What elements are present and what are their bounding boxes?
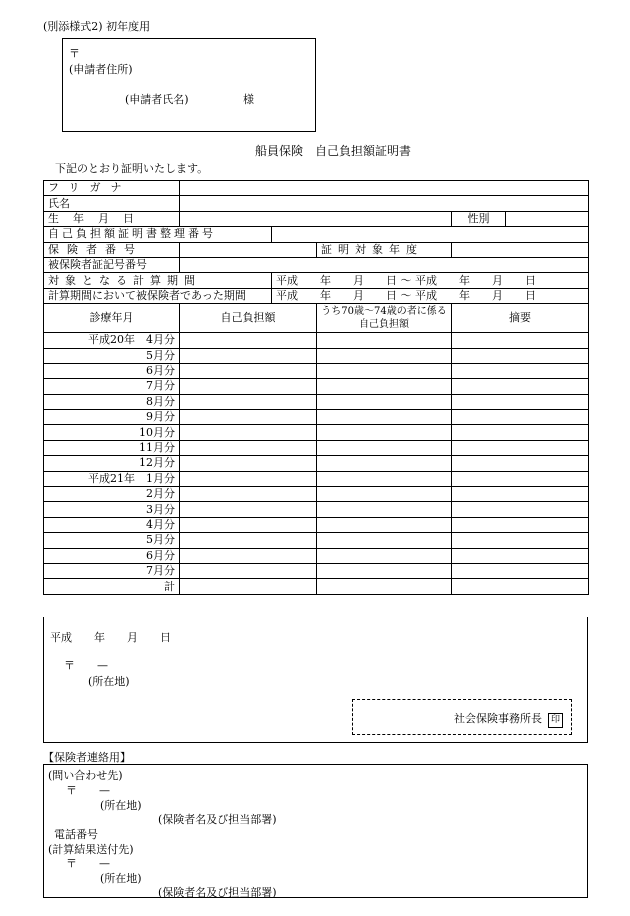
applicant-address-label: (申請者住所) <box>69 63 133 76</box>
month-label: 8月分 <box>44 394 180 409</box>
elderly-amount-field[interactable] <box>317 563 452 578</box>
elderly-amount-field[interactable] <box>317 379 452 394</box>
seal-icon: 印 <box>548 713 563 728</box>
amount-field[interactable] <box>180 533 317 548</box>
amount-field[interactable] <box>180 363 317 378</box>
month-label: 平成20年 4月分 <box>44 333 180 348</box>
remarks-field[interactable] <box>452 379 589 394</box>
issue-date: 平成 年 月 日 <box>50 631 171 644</box>
table-row <box>44 502 589 517</box>
month-label: 12月分 <box>44 456 180 471</box>
table-row <box>44 487 589 502</box>
gender-field[interactable] <box>506 211 589 226</box>
remarks-field[interactable] <box>452 471 589 486</box>
amount-field[interactable] <box>180 487 317 502</box>
amount-field[interactable] <box>180 502 317 517</box>
total-amount-field[interactable] <box>180 579 317 594</box>
elderly-amount-field[interactable] <box>317 440 452 455</box>
month-label: 5月分 <box>44 348 180 363</box>
remarks-field[interactable] <box>452 394 589 409</box>
insured-period-label: 計算期間において被保険者であった期間 <box>44 288 272 303</box>
intro-text: 下記のとおり証明いたします。 <box>55 162 209 175</box>
table-row <box>44 348 589 363</box>
month-label: 6月分 <box>44 363 180 378</box>
amount-field[interactable] <box>180 425 317 440</box>
month-label: 7月分 <box>44 563 180 578</box>
month-label: 2月分 <box>44 487 180 502</box>
remarks-field[interactable] <box>452 410 589 425</box>
table-row <box>44 363 589 378</box>
elderly-amount-field[interactable] <box>317 394 452 409</box>
month-label: 9月分 <box>44 410 180 425</box>
office-title: 社会保険事務所長 <box>454 712 542 725</box>
elderly-amount-field[interactable] <box>317 333 452 348</box>
remarks-field[interactable] <box>452 533 589 548</box>
issuer-section <box>43 617 588 743</box>
amount-field[interactable] <box>180 410 317 425</box>
month-label: 5月分 <box>44 533 180 548</box>
cert-number-label: 自己負担額証明書整理番号 <box>44 227 272 242</box>
table-row <box>44 410 589 425</box>
month-label: 4月分 <box>44 517 180 532</box>
elderly-amount-field[interactable] <box>317 487 452 502</box>
remarks-field[interactable] <box>452 456 589 471</box>
amount-header: 自己負担額 <box>180 304 317 333</box>
amount-field[interactable] <box>180 456 317 471</box>
remarks-field[interactable] <box>452 363 589 378</box>
elderly-amount-field[interactable] <box>317 348 452 363</box>
insured-period-field[interactable]: 平成 年 月 日 〜 平成 年 月 日 <box>272 288 589 303</box>
table-row <box>44 456 589 471</box>
contact-postal-1: 〒 — <box>66 784 110 797</box>
honorific: 様 <box>243 93 254 106</box>
remarks-field[interactable] <box>452 440 589 455</box>
furigana-label: フリガナ <box>44 181 180 196</box>
birthdate-label: 生年月日 <box>44 211 180 226</box>
amount-field[interactable] <box>180 333 317 348</box>
amount-field[interactable] <box>180 563 317 578</box>
issuer-stamp-box <box>352 699 572 735</box>
table-row <box>44 425 589 440</box>
applicant-name-label: (申請者氏名) <box>125 93 189 106</box>
elderly-amount-field[interactable] <box>317 502 452 517</box>
table-row <box>44 548 589 563</box>
insurer-number-label: 保険者番号 <box>44 242 180 257</box>
table-row <box>44 471 589 486</box>
form-label: (別添様式2) 初年度用 <box>43 20 151 33</box>
amount-field[interactable] <box>180 394 317 409</box>
gender-label: 性別 <box>452 211 506 226</box>
month-label: 7月分 <box>44 379 180 394</box>
cert-number-field[interactable] <box>272 227 589 242</box>
page-title: 船員保険 自己負担額証明書 <box>255 144 412 158</box>
amount-field[interactable] <box>180 348 317 363</box>
elderly-amount-field[interactable] <box>317 517 452 532</box>
remarks-field[interactable] <box>452 502 589 517</box>
name-field[interactable] <box>180 196 589 211</box>
cert-year-field[interactable] <box>452 242 589 257</box>
birthdate-field[interactable] <box>180 211 452 226</box>
table-row <box>44 333 589 348</box>
month-label: 11月分 <box>44 440 180 455</box>
postal-mark: 〒 <box>69 47 80 60</box>
elderly-amount-field[interactable] <box>317 425 452 440</box>
remarks-field[interactable] <box>452 348 589 363</box>
elderly-amount-field[interactable] <box>317 533 452 548</box>
remarks-field[interactable] <box>452 517 589 532</box>
table-row <box>44 440 589 455</box>
contact-section <box>43 764 588 898</box>
insurer-number-field[interactable] <box>180 242 317 257</box>
insured-card-label: 被保険者証記号番号 <box>44 257 180 272</box>
elderly-amount-field[interactable] <box>317 410 452 425</box>
amount-field[interactable] <box>180 548 317 563</box>
phone-label: 電話番号 <box>54 828 98 841</box>
contact-location-1: (所在地) <box>100 799 142 812</box>
elderly-amount-field[interactable] <box>317 548 452 563</box>
month-header: 診療年月 <box>44 304 180 333</box>
remarks-header: 摘要 <box>452 304 589 333</box>
month-label: 10月分 <box>44 425 180 440</box>
remarks-field[interactable] <box>452 333 589 348</box>
name-label: 氏名 <box>44 196 180 211</box>
remarks-field[interactable] <box>452 487 589 502</box>
month-label: 3月分 <box>44 502 180 517</box>
contact-heading: 【保険者連絡用】 <box>43 751 131 764</box>
month-label: 平成21年 1月分 <box>44 471 180 486</box>
target-period-field[interactable]: 平成 年 月 日 〜 平成 年 月 日 <box>272 273 589 288</box>
total-elderly-field[interactable] <box>317 579 452 594</box>
remarks-field[interactable] <box>452 563 589 578</box>
furigana-field[interactable] <box>180 181 589 196</box>
contact-postal-2: 〒 — <box>66 857 110 870</box>
total-remarks-field[interactable] <box>452 579 589 594</box>
cert-year-label: 証明対象年度 <box>317 242 452 257</box>
issuer-postal: 〒 — <box>64 659 108 672</box>
contact-insurer-1: (保険者名及び担当部署) <box>158 813 277 826</box>
remarks-field[interactable] <box>452 425 589 440</box>
table-row <box>44 394 589 409</box>
target-period-label: 対象となる計算期間 <box>44 273 272 288</box>
result-label: (計算結果送付先) <box>48 843 134 856</box>
remarks-field[interactable] <box>452 548 589 563</box>
table-row <box>44 533 589 548</box>
amount-field[interactable] <box>180 379 317 394</box>
table-row <box>44 563 589 578</box>
total-label: 計 <box>44 579 180 594</box>
contact-location-2: (所在地) <box>100 872 142 885</box>
elderly-header: うち70歳〜74歳の者に係る自己負担額 <box>317 304 452 333</box>
contact-insurer-2: (保険者名及び担当部署) <box>158 886 277 899</box>
elderly-amount-field[interactable] <box>317 456 452 471</box>
elderly-amount-field[interactable] <box>317 363 452 378</box>
inquiry-label: (問い合わせ先) <box>48 769 123 782</box>
amount-field[interactable] <box>180 440 317 455</box>
month-label: 6月分 <box>44 548 180 563</box>
table-row <box>44 517 589 532</box>
elderly-amount-field[interactable] <box>317 471 452 486</box>
certificate-table <box>43 180 589 595</box>
amount-field[interactable] <box>180 471 317 486</box>
insured-card-field[interactable] <box>180 257 589 272</box>
table-row <box>44 379 589 394</box>
applicant-address-box <box>62 38 316 132</box>
amount-field[interactable] <box>180 517 317 532</box>
issuer-location-label: (所在地) <box>88 675 130 688</box>
